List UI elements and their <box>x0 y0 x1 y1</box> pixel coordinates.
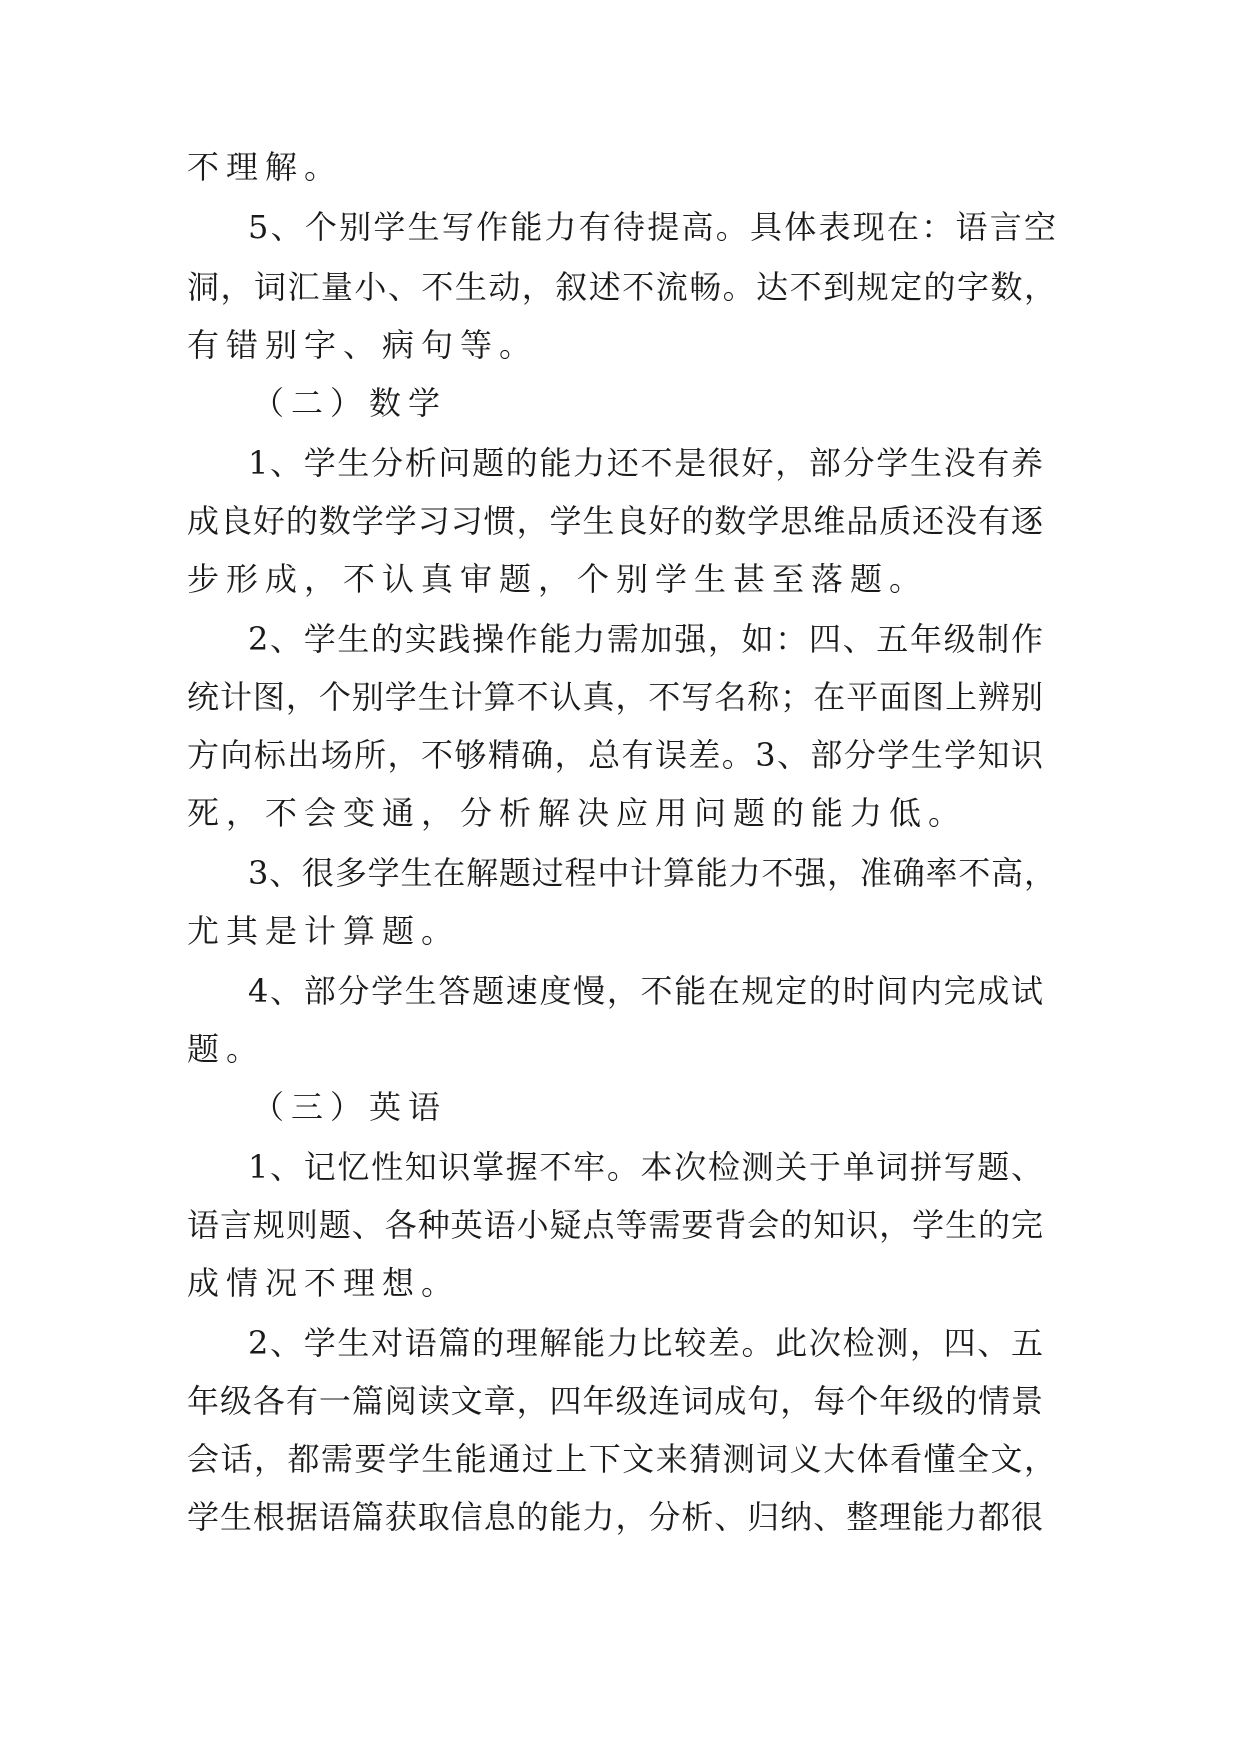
paragraph-start-1: 1、记忆性知识掌握不牢。本次检测关于单词拼写题、 <box>248 1148 1043 1186</box>
section-heading-math: （二）数学 <box>252 384 448 422</box>
paragraph-start-2: 2、学生的实践操作能力需加强，如：四、五年级制作 <box>248 620 1043 658</box>
text-line: 步形成，不认真审题，个别学生甚至落题。 <box>187 560 929 598</box>
text-line: 成良好的数学学习习惯，学生良好的数学思维品质还没有逐 <box>187 502 1043 540</box>
paragraph-start-1: 1、学生分析问题的能力还不是很好，部分学生没有养 <box>248 444 1043 482</box>
text-line: 有错别字、病句等。 <box>187 326 539 364</box>
paragraph-start-4: 4、部分学生答题速度慢，不能在规定的时间内完成试 <box>248 972 1043 1010</box>
paragraph-start-5: 5、个别学生写作能力有待提高。具体表现在：语言空 <box>248 208 1056 246</box>
section-heading-english: （三）英语 <box>252 1088 448 1126</box>
text-line: 年级各有一篇阅读文章，四年级连词成句，每个年级的情景 <box>187 1382 1043 1420</box>
text-line: 洞，词汇量小、不生动，叙述不流畅。达不到规定的字数， <box>187 268 1056 306</box>
text-line: 不理解。 <box>187 148 344 186</box>
text-line: 成情况不理想。 <box>187 1264 461 1302</box>
text-line: 死，不会变通，分析解决应用问题的能力低。 <box>187 794 968 832</box>
paragraph-start-3: 3、很多学生在解题过程中计算能力不强，准确率不高， <box>248 854 1056 892</box>
text-line: 语言规则题、各种英语小疑点等需要背会的知识，学生的完 <box>187 1206 1043 1244</box>
text-line: 尤其是计算题。 <box>187 912 461 950</box>
text-line: 统计图，个别学生计算不认真，不写名称；在平面图上辨别 <box>187 678 1043 716</box>
text-line: 题。 <box>187 1030 266 1068</box>
paragraph-start-2: 2、学生对语篇的理解能力比较差。此次检测，四、五 <box>248 1324 1043 1362</box>
text-line: 会话，都需要学生能通过上下文来猜测词义大体看懂全文， <box>187 1440 1056 1478</box>
text-line: 学生根据语篇获取信息的能力，分析、归纳、整理能力都很 <box>187 1498 1043 1536</box>
text-line: 方向标出场所，不够精确，总有误差。3、部分学生学知识 <box>187 736 1043 774</box>
